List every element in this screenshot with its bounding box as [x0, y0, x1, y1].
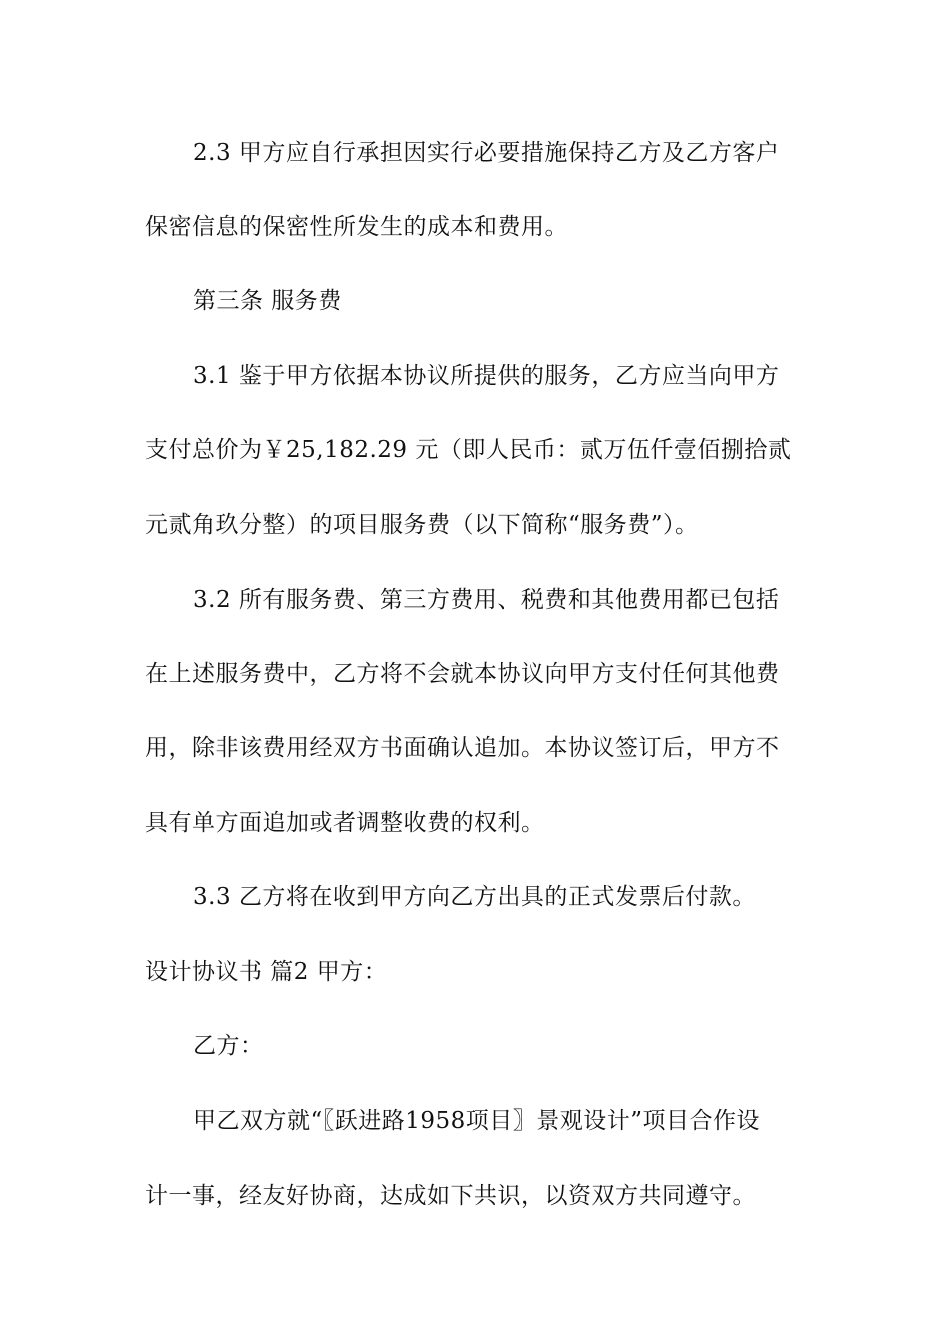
clause-3-1-line-2: 支付总价为￥25,182.29 元（即人民币：贰万伍仟壹佰捌拾贰 — [145, 437, 792, 463]
clause-3-2-line-2: 在上述服务费中，乙方将不会就本协议向甲方支付任何其他费 — [145, 661, 780, 687]
clause-2-3-line-2: 保密信息的保密性所发生的成本和费用。 — [145, 214, 568, 240]
intro-line-1: 甲乙双方就“〖跃进路1958项目〗景观设计”项目合作设 — [193, 1108, 761, 1134]
clause-2-3-line-1: 2.3 甲方应自行承担因实行必要措施保持乙方及乙方客户 — [193, 140, 780, 166]
clause-3-3-line: 3.3 乙方将在收到甲方向乙方出具的正式发票后付款。 — [193, 884, 756, 910]
article-3-heading: 第三条 服务费 — [193, 288, 342, 314]
clause-3-2-line-4: 具有单方面追加或者调整收费的权利。 — [145, 810, 545, 836]
clause-3-2-line-3: 用，除非该费用经双方书面确认追加。本协议签订后，甲方不 — [145, 735, 780, 761]
clause-3-1-line-1: 3.1 鉴于甲方依据本协议所提供的服务，乙方应当向甲方 — [193, 363, 780, 389]
intro-line-2: 计一事，经友好协商，达成如下共识，以资双方共同遵守。 — [145, 1183, 756, 1209]
clause-3-2-line-1: 3.2 所有服务费、第三方费用、税费和其他费用都已包括 — [193, 587, 780, 613]
party-b-line: 乙方： — [193, 1033, 264, 1059]
clause-3-1-line-3: 元贰角玖分整）的项目服务费（以下简称“服务费”）。 — [145, 512, 699, 538]
agreement-2-heading: 设计协议书 篇2 甲方： — [145, 959, 388, 985]
